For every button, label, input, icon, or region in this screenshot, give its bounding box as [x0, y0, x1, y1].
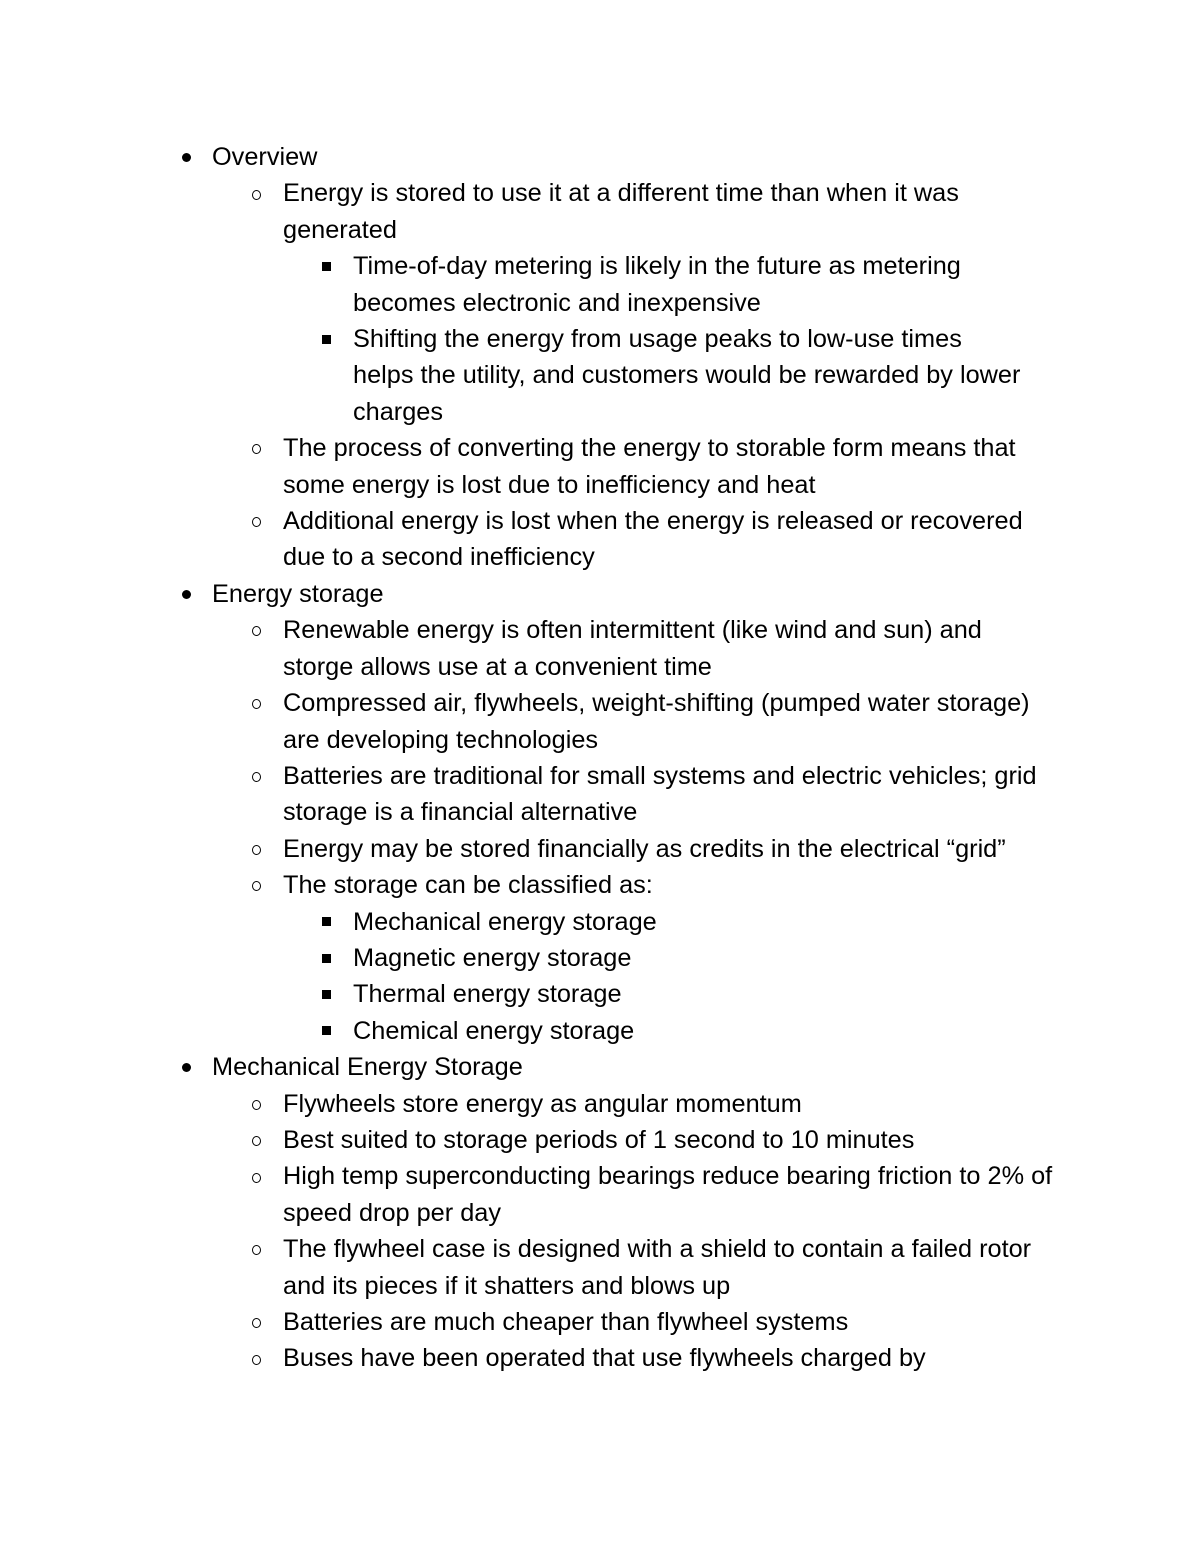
- item-text: Renewable energy is often intermittent (like wind and sun) and storge allows use at a convenient time: [283, 616, 982, 681]
- list-item: [0, 321, 1023, 430]
- hollow-circle-bullet-icon: [246, 1304, 266, 1340]
- hollow-circle-bullet-icon: [246, 867, 266, 903]
- item-text: The storage can be classified as:: [283, 871, 653, 900]
- item-text: Chemical energy storage: [353, 1016, 635, 1045]
- filled-circle-bullet-icon: [176, 139, 196, 175]
- hollow-circle-bullet-icon: [246, 831, 266, 867]
- item-text: Flywheels store energy as angular momentum: [283, 1089, 802, 1118]
- item-text: The flywheel case is designed with a shield to contain a failed rotor and its pieces if it shatters and blows up: [283, 1235, 1032, 1300]
- list-item: [0, 904, 1023, 940]
- list-item: [0, 175, 1053, 248]
- item-text: Best suited to storage periods of 1 second to 10 minutes: [283, 1125, 915, 1154]
- square-bullet-icon: [316, 248, 336, 284]
- list-item: [0, 831, 1053, 867]
- item-text: Thermal energy storage: [353, 980, 622, 1009]
- item-text: Magnetic energy storage: [353, 943, 632, 972]
- hollow-circle-bullet-icon: [246, 1158, 266, 1194]
- item-text: Compressed air, flywheels, weight-shifting (pumped water storage) are developing technologies: [283, 689, 1030, 754]
- list-item: [0, 612, 1053, 685]
- filled-circle-bullet-icon: [176, 1049, 196, 1085]
- list-item: [0, 1013, 1023, 1049]
- list-item: [0, 1086, 1053, 1122]
- hollow-circle-bullet-icon: [246, 1086, 266, 1122]
- list-item: [0, 1049, 1052, 1085]
- item-text: Buses have been operated that use flywheels charged by: [283, 1344, 926, 1373]
- list-item: [0, 1122, 1053, 1158]
- list-item: [0, 1340, 1053, 1376]
- list-item: [0, 940, 1023, 976]
- hollow-circle-bullet-icon: [246, 758, 266, 794]
- hollow-circle-bullet-icon: [246, 175, 266, 211]
- list-item: [0, 758, 1053, 831]
- hollow-circle-bullet-icon: [246, 612, 266, 648]
- square-bullet-icon: [316, 904, 336, 940]
- hollow-circle-bullet-icon: [246, 1231, 266, 1267]
- item-text: Batteries are traditional for small systems and electric vehicles; grid storage is a financial alternative: [283, 761, 1037, 827]
- square-bullet-icon: [316, 940, 336, 976]
- list-item: [0, 1304, 1053, 1340]
- item-text: Energy storage: [212, 579, 384, 608]
- hollow-circle-bullet-icon: [246, 685, 266, 721]
- square-bullet-icon: [316, 976, 336, 1012]
- hollow-circle-bullet-icon: [246, 1122, 266, 1158]
- list-item: [0, 867, 1053, 903]
- item-text: Mechanical energy storage: [353, 907, 657, 936]
- square-bullet-icon: [316, 321, 336, 357]
- item-text: Shifting the energy from usage peaks to low-use times helps the utility, and customers would be rewarded by lower charges: [353, 325, 1021, 426]
- filled-circle-bullet-icon: [176, 576, 196, 612]
- item-text: Batteries are much cheaper than flywheel systems: [283, 1308, 849, 1336]
- item-text: Time-of-day metering is likely in the future as metering becomes electronic and inexpensive: [353, 252, 961, 317]
- item-text: Additional energy is lost when the energy is released or recovered due to a second inefficiency: [283, 507, 1023, 572]
- square-bullet-icon: [316, 1013, 336, 1049]
- list-item: [0, 1158, 1053, 1231]
- list-item: [0, 503, 1053, 576]
- list-item: [0, 430, 1053, 503]
- hollow-circle-bullet-icon: [246, 503, 266, 539]
- bullet-outline: [0, 139, 1200, 1377]
- hollow-circle-bullet-icon: [246, 430, 266, 466]
- list-item: [0, 576, 1052, 612]
- list-item: [0, 685, 1053, 758]
- item-text: Energy is stored to use it at a different time than when it was generated: [283, 179, 959, 244]
- item-text: Energy may be stored financially as credits in the electrical “grid”: [283, 834, 1006, 863]
- item-text: Mechanical Energy Storage: [212, 1053, 523, 1082]
- list-item: [0, 248, 1023, 321]
- list-item: [0, 1231, 1053, 1304]
- item-text: High temp superconducting bearings reduce bearing friction to 2% of speed drop per day: [283, 1162, 1053, 1227]
- item-text: The process of converting the energy to storable form means that some energy is lost due to inefficiency and heat: [283, 434, 1016, 499]
- list-item: [0, 976, 1023, 1012]
- item-text: Overview: [212, 143, 318, 171]
- hollow-circle-bullet-icon: [246, 1340, 266, 1376]
- list-item: [0, 139, 1052, 175]
